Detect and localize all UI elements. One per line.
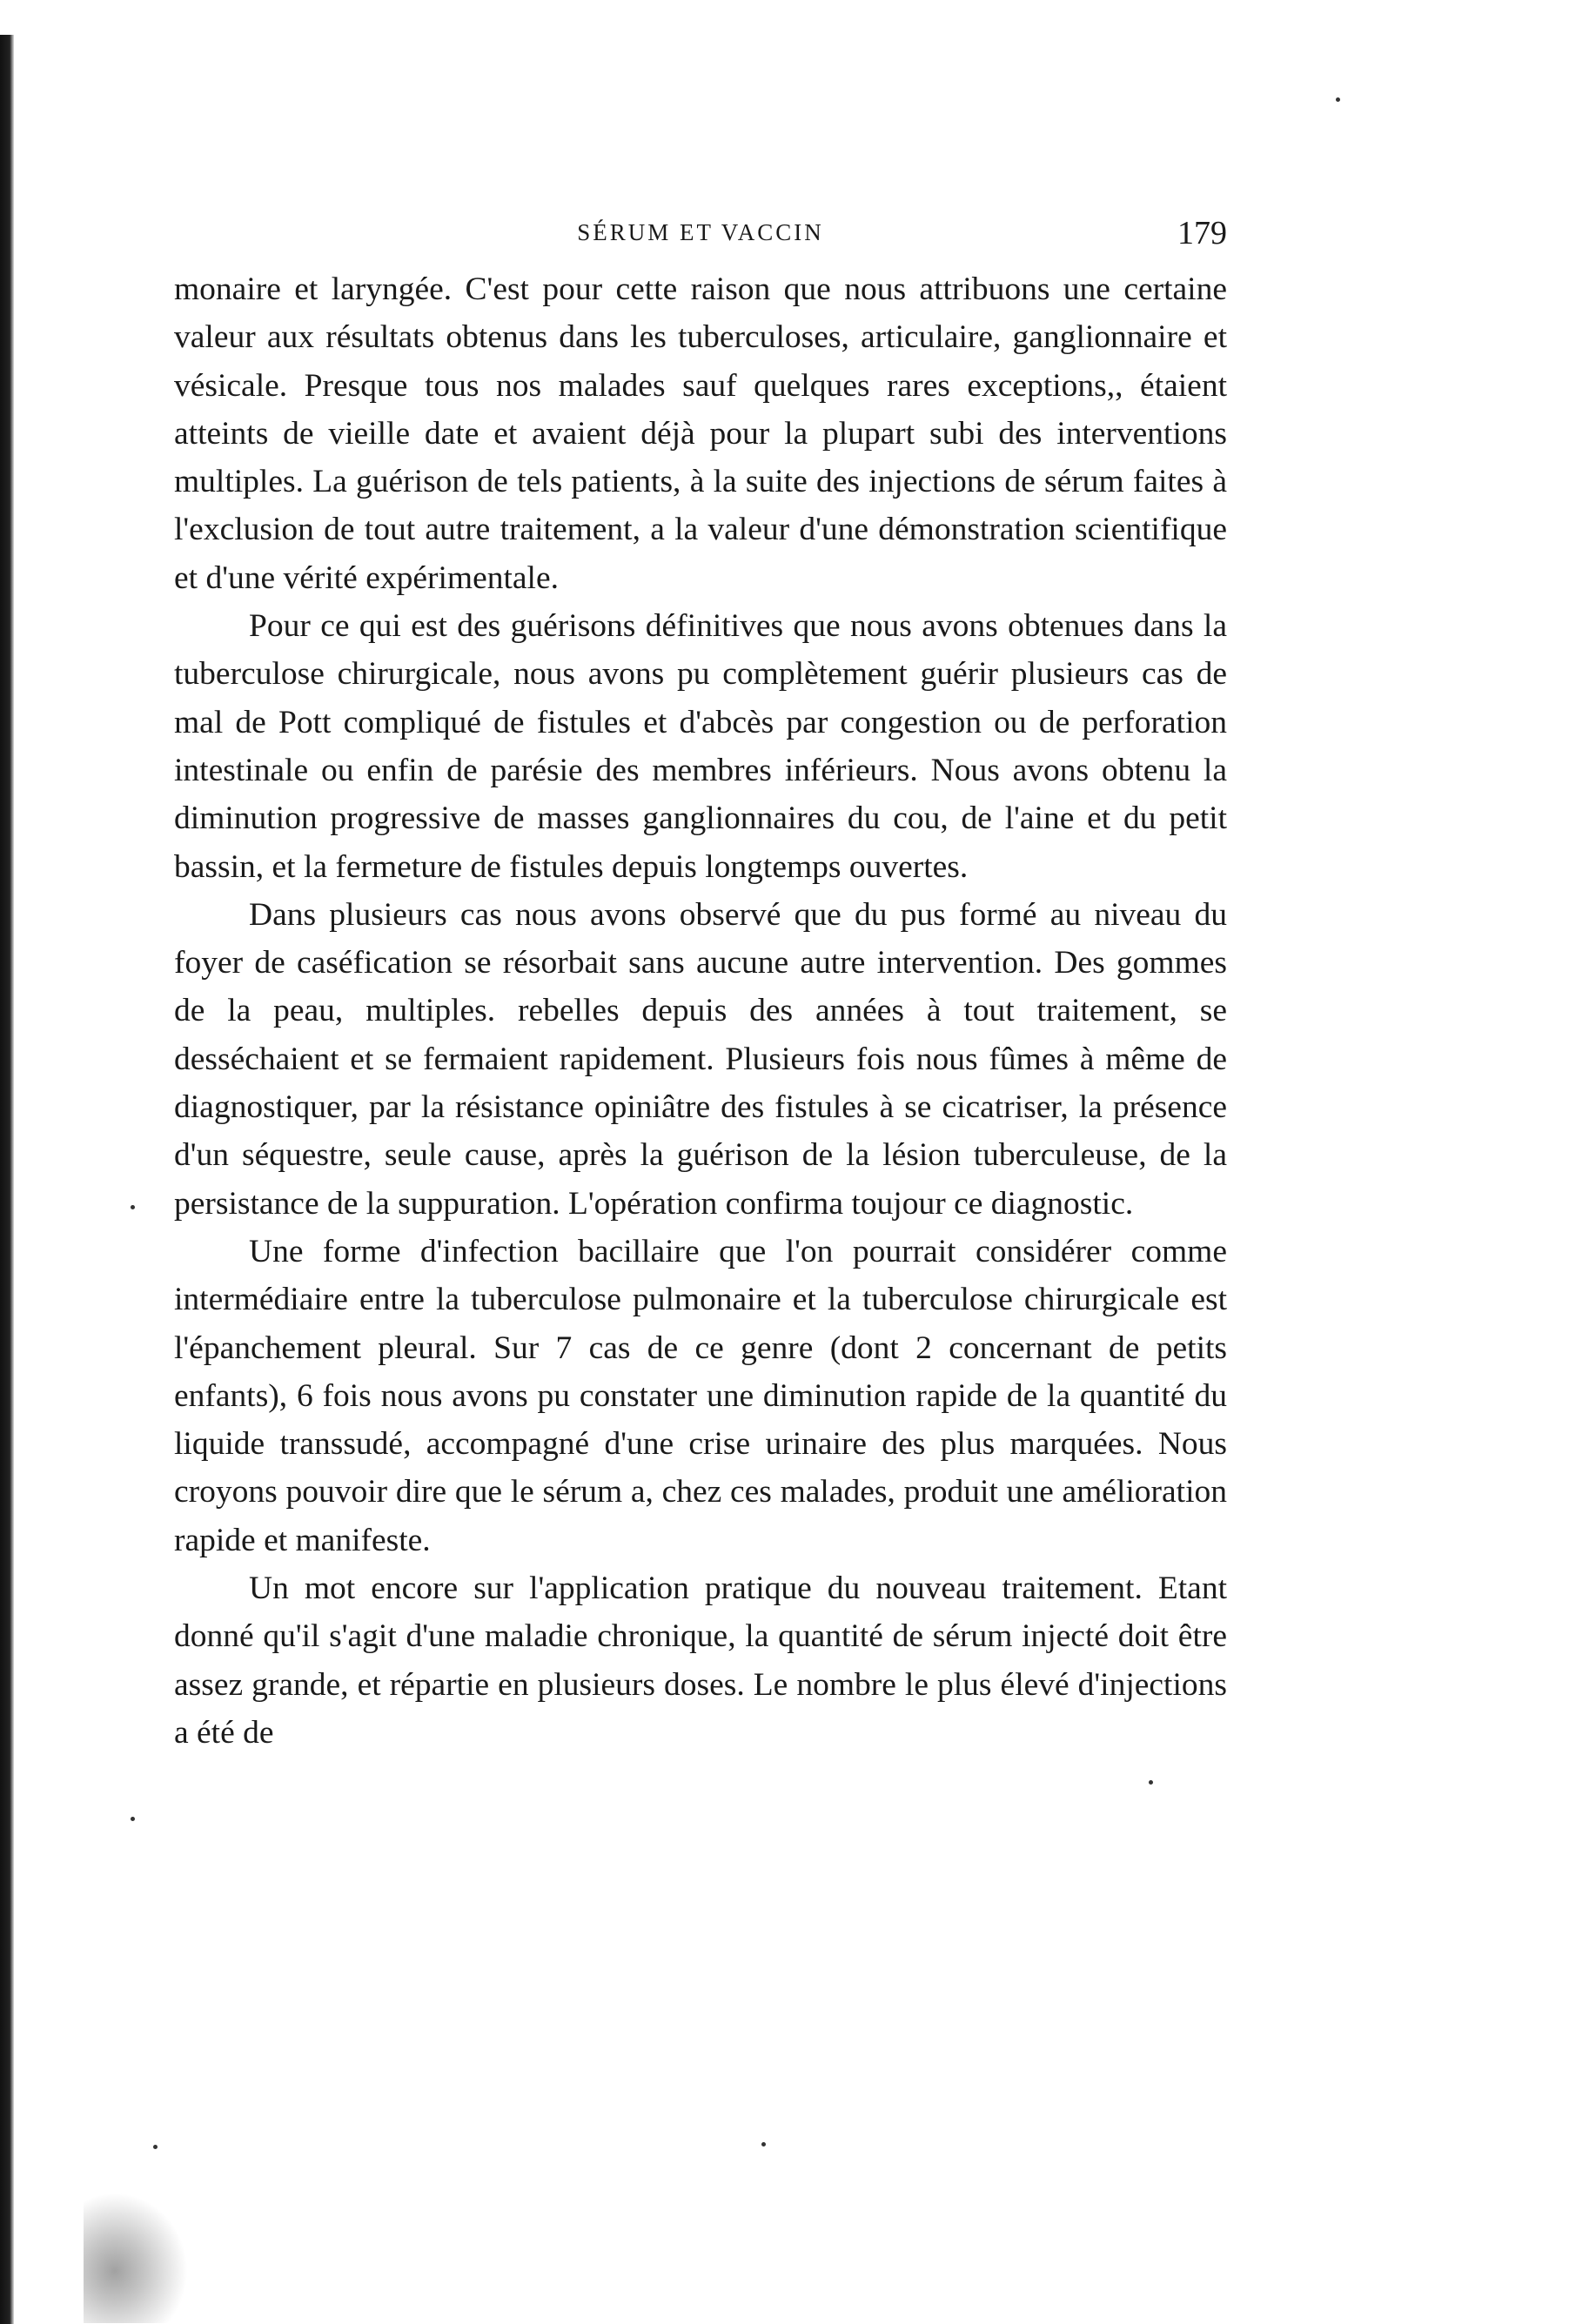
running-head: SÉRUM ET VACCIN [577, 219, 824, 245]
paragraph: Une forme d'infection bacillaire que l'on pourrait considérer comme intermédiaire entre la tuberculose pulmonaire et la tuberculose chirurgicale est l'épanchement pleural. Sur 7 cas de ce genre (dont 2 concernant de petits enfants), 6 fois nous avons pu constater une diminution rapide de la quantité du liquide transsudé, accompagné d'une crise urinaire des plus marquées. Nous croyons pouvoir dire que le sérum a, chez ces malades, produit une amélioration rapide et manifeste. [174, 1233, 1227, 1558]
scan-border [0, 35, 14, 2324]
paragraph: Pour ce qui est des guérisons définitives que nous avons obtenues dans la tuberculose chirurgicale, nous avons pu complètement guérir plusieurs cas de mal de Pott compliqué de fistules et d'abcès par congestion ou de perforation intestinale ou enfin de parésie des membres inférieurs. Nous avons obtenu la diminution progressive de masses ganglionnaires du cou, de l'aine et du petit bassin, et la fermeture de fistules depuis longtemps ouvertes. [174, 608, 1227, 885]
scan-speck [1336, 97, 1340, 102]
scan-smudge [84, 2193, 188, 2323]
paragraph: monaire et laryngée. C'est pour cette raison que nous attribuons une certaine valeur aux résultats obtenus dans les tuberculoses, articulaire, ganglionnaire et vésicale. Presque tous nos malades sauf quelques rares exceptions,, étaient atteints de vieille date et avaient déjà pour la plupart subi des interventions multiples. La guérison de tels patients, à la suite des injections de sérum faites à l'exclusion de tout autre traitement, a la valeur d'une démonstration scientifique et d'une vérité expérimentale. [174, 271, 1227, 596]
scan-speck [1149, 1780, 1153, 1785]
scan-speck [761, 2142, 766, 2147]
paragraph: Dans plusieurs cas nous avons observé que du pus formé au niveau du foyer de caséfication se résorbait sans aucune autre intervention. Des gommes de la peau, multiples. rebelles depuis des années à tout traitement, se desséchaient et se fermaient rapidement. Plusieurs fois nous fûmes à même de diagnostiquer, par la résistance opiniâtre des fistules à se cicatriser, la présence d'un séquestre, seule cause, après la guérison de la lésion tuberculeuse, de la persistance de la suppuration. L'opération confirma toujour ce diagnostic. [174, 896, 1227, 1222]
scan-speck [131, 1817, 135, 1821]
page-header [174, 209, 1227, 261]
paragraph: Un mot encore sur l'application pratique du nouveau traitement. Etant donné qu'il s'agit d'une maladie chronique, la quantité de sérum injecté doit être assez grande, et répartie en plusieurs doses. Le nombre le plus élevé d'injections a été de [174, 1571, 1227, 1751]
page-number: 179 [1177, 215, 1227, 251]
body-text [174, 265, 1227, 1757]
scan-speck [153, 2145, 158, 2149]
scan-speck [131, 1205, 135, 1209]
